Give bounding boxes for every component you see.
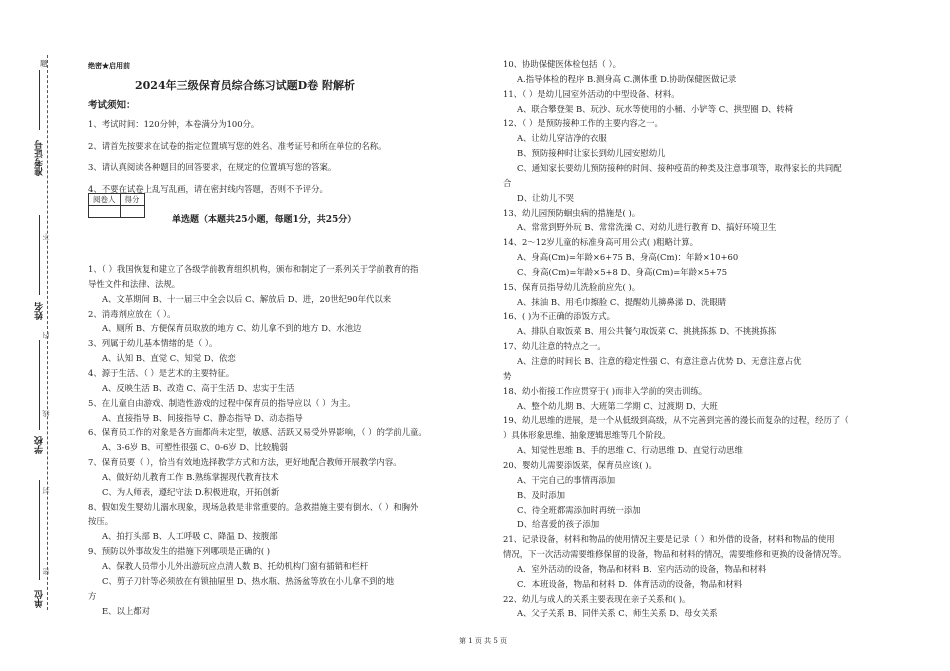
score-table (88, 193, 145, 218)
question-text: 13、幼儿园预防蛔虫病的措施是( )。 (503, 207, 641, 218)
page-footer: 第 1 页 共 5 页 (459, 637, 508, 645)
margin-mark-not: 不 (42, 233, 50, 240)
margin-mark-inside: 内 (42, 332, 50, 339)
margin-mark-line: 线 (42, 410, 50, 417)
margin-mark-seal: 封 (42, 487, 50, 494)
instructions-heading: 考试须知： (88, 100, 136, 111)
option-line: A、直接指导 B、间接指导 C、静态指导 D、动态指导 (102, 412, 303, 423)
option-line: A.指导体检的程序 B.测身高 C.测体重 D.协助保健医做记录 (517, 73, 737, 84)
question-text: 9、预防以外事故发生的措施下列哪项是正确的( ) (88, 546, 271, 557)
margin-label-exam-id: 准考证号 (35, 140, 45, 176)
fill-line-exam-id (39, 70, 40, 130)
question-text: 3、列属于幼儿基本情绪的是（ ）。 (88, 338, 218, 349)
question-text: 2、消毒剂应放在（ ）。 (88, 308, 176, 319)
question-text: 18、幼小衔接工作应贯穿于( )而非入学前的突击训练。 (503, 385, 708, 396)
question-text: 14、2～12岁儿童的标准身高可用公式( )粗略计算。 (503, 237, 698, 248)
question-text: 21、记录设备，材料和物品的使用情况主要是记录（ ）和外借的设备，材料和物品的使用 (503, 534, 835, 545)
question-text: 15、保育员指导幼儿洗脸前应先( )。 (503, 281, 641, 292)
option-line: A、厕所 B、方便保育员取放的地方 C、幼儿拿不到的地方 D、水池边 (102, 323, 362, 334)
question-text: 22、幼儿与成人的关系主要表现在亲子关系和( )。 (503, 593, 691, 604)
option-line: A、做好幼儿教育工作 B.熟练掌握现代教育技术 (102, 471, 279, 482)
option-line: C、身高(Cm)=年龄×5+8 D、身高(Cm)=年龄×5+75 (517, 266, 728, 277)
option-line: A、身高(Cm)=年龄×6+75 B、身高(Cm)：年龄×10+60 (517, 252, 739, 263)
margin-top-char: 题 (40, 59, 48, 68)
option-line: E、以上都对 (102, 605, 150, 616)
question-continuation: 按压。 (88, 516, 114, 527)
option-line: A、排队自取饭菜 B、用公共餐勺取饭菜 C、挑挑拣拣 D、不挑挑拣拣 (517, 326, 777, 337)
option-line: A、父子关系 B、同伴关系 C、师生关系 D、母女关系 (517, 608, 718, 619)
option-line: A、拍打头部 B、人工呼吸 C、降温 D、按腹部 (102, 531, 278, 542)
question-continuation: 导性文件和法律、法规。 (88, 278, 181, 289)
instruction-item: 4、不要在试卷上乱写乱画，请在密封线内答题，否则不予评分。 (88, 183, 328, 194)
option-line: A、知觉性思维 B、手的思维 C、行动思维 D、直觉行动思维 (517, 445, 743, 456)
option-line: C、待全班都需添加时再统一添加 (517, 504, 641, 515)
question-text: 8、假如发生婴幼儿溺水现象，现场急救是非常重要的。急救措施主要有倒水、（ ）和胸外 (88, 501, 419, 512)
question-text: 10、协助保健医体检包括（ ）。 (503, 59, 621, 69)
option-line: B、及时添加 (517, 489, 566, 500)
instruction-item: 2、请首先按要求在试卷的指定位置填写您的姓名、准考证号和所在单位的名称。 (88, 140, 387, 151)
option-line: A、整个幼儿期 B、大班第二学期 C、过渡期 D、大班 (517, 400, 718, 411)
instruction-item: 3、请认真阅读各种题目的回答要求，在规定的位置填写您的答案。 (88, 162, 337, 172)
option-line: A．室外活动的设备，物品和材料 B．室内活动的设备，物品和材料 (517, 563, 767, 574)
option-line: B、预防接种时让家长到幼儿园安慰幼儿 (517, 148, 666, 159)
fill-line-unit (39, 480, 40, 580)
question-continuation: 方 (88, 590, 97, 601)
option-line: C、通知家长要幼儿预防接种的时间、接种疫苗的种类及注意事项等，取得家长的共同配 (517, 162, 842, 173)
option-line: A、文革期间 B、十一届三中全会以后 C、解放后 D、进，20世纪90年代以来 (102, 293, 392, 304)
question-text: 16、( )为不正确的添饭方式。 (503, 311, 615, 322)
score-table-grader: 阅卷人 (89, 194, 121, 206)
score-table-score: 得分 (120, 194, 144, 206)
option-line: C、为人师表，遵纪守法 D.积极进取，开拓创新 (102, 486, 280, 497)
option-line: A、常常到野外玩 B、常常洗澡 C、对幼儿进行教育 D、搞好环境卫生 (517, 222, 777, 233)
question-text: 19、幼儿思维的进展，是一个从低级到高级，从不完善到完善的漫长而复杂的过程，经历了（ (503, 415, 849, 426)
fill-line-school (39, 340, 40, 430)
option-line: A、保教人员带小儿外出游玩应点清人数 B、托幼机构门窗有插销和栏杆 (102, 561, 369, 571)
margin-label-school: 学校 (35, 436, 45, 454)
question-continuation: ）具体形象思维、抽象逻辑思维等几个阶段。 (503, 430, 671, 441)
question-text: 5、在儿童自由游戏、制造性游戏的过程中保育员的指导应以（ ）为主。 (88, 397, 356, 408)
question-continuation: 势 (503, 370, 512, 381)
option-line: D、给喜爱的孩子添加 (517, 519, 600, 530)
question-text: 17、幼儿注意的特点之一。 (503, 341, 606, 352)
option-line: A、让幼儿穿洁净的衣服 (517, 133, 607, 144)
margin-label-name: 姓名 (35, 302, 45, 320)
secret-label: 绝密★启用前 (88, 61, 130, 70)
question-text: 7、保育员要（ ），恰当有效地选择教学方式和方法，更好地配合教师开展教学内容。 (88, 457, 402, 468)
section-title: 单选题（本题共25小题，每题1分，共25分） (172, 215, 357, 225)
question-text: 1、（ ）我国恢复和建立了各级学前教育组织机构，颁布和制定了一系列关于学前教育的指 (88, 264, 419, 274)
option-line: A、认知 B、直觉 C、知觉 D、依恋 (102, 353, 236, 364)
option-line: A、联合攀登架 B、玩沙、玩水等使用的小桶、小铲等 C、拱型圈 D、转椅 (517, 103, 794, 114)
question-text: 20、婴幼儿需要添饭菜，保育员应该( )。 (503, 459, 657, 470)
question-text: 11、（ ）是幼儿园室外活动的中型设备、材料。 (503, 88, 680, 99)
margin-label-unit: 单位 (35, 590, 45, 608)
page-title: 2024年三级保育员综合练习试题D卷 附解析 (135, 79, 355, 92)
option-line: A、注意的时间长 B、注意的稳定性强 C、有意注意占优势 D、无意注意占优 (517, 356, 802, 366)
option-line: D、让幼儿不哭 (517, 192, 574, 203)
score-table-cell (120, 206, 144, 218)
question-continuation: 合 (503, 177, 512, 188)
option-line: A、抹油 B、用毛巾擦脸 C、提醒幼儿擤鼻涕 D、洗眼睛 (517, 296, 727, 307)
option-line: A、干完自己的事情再添加 (517, 474, 616, 485)
score-table-cell (89, 206, 121, 218)
question-text: 6、保育员工作的对象是各方面都尚未定型，敏感、活跃又易受外界影响，（ ）的学前儿童。 (88, 427, 427, 438)
option-line: C、剪子刀针等必须放在有锁抽屉里 D、热水瓶、热汤盆等放在小儿拿不到的地 (102, 575, 395, 586)
question-text: 12、（ ）是预防接种工作的主要内容之一。 (503, 118, 663, 129)
option-line: C．本班设备，物品和材料 D．体育活动的设备，物品和材料 (517, 578, 743, 589)
fill-line-name (39, 215, 40, 295)
option-line: A、反映生活 B、改造 C、高于生活 D、忠实于生活 (102, 382, 295, 393)
instruction-item: 1、考试时间：120分钟，本卷满分为100分。 (88, 119, 260, 129)
question-text: 4、源于生活、（ ）是艺术的主要特征。 (88, 367, 235, 378)
option-line: A、3-6岁 B、可塑性很强 C、0-6岁 D、比较脆弱 (102, 442, 288, 453)
margin-mark-secret: 密 (42, 568, 50, 575)
question-continuation: 情况，下一次活动需要维修保留的设备，物品和材料的情况，需要维修和更换的设备情况等。 (503, 549, 847, 560)
